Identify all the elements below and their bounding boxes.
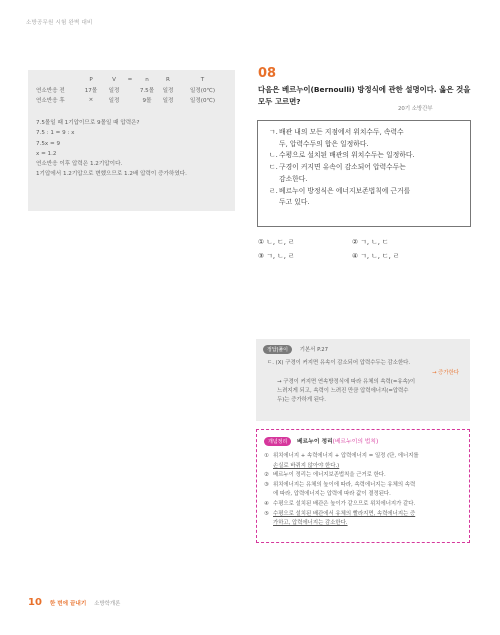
statement-item: [269, 127, 461, 150]
concept-item-line: 가하고, 압력에너지는 감소한다.: [273, 520, 348, 527]
concept-item: [264, 510, 462, 529]
concept-items: [264, 452, 462, 529]
concept-item: [264, 471, 462, 481]
statement-item: [269, 162, 461, 185]
choice-option[interactable]: ① ㄴ, ㄷ, ㄹ: [258, 238, 295, 246]
answer-correction: → 증가한다: [431, 370, 459, 376]
concept-item-line: 수평으로 설치된 배관에서 유체의 빨라지면, 속력에너지는 증: [273, 510, 416, 517]
page-number: 10: [28, 597, 42, 608]
concept-item-line: 베르누이 정리는 에너지보존법칙을 근거로 한다.: [273, 472, 386, 479]
table-cell: 9몰: [142, 98, 152, 104]
table-cell: 일정: [108, 88, 120, 94]
statement-marker: ㄷ.: [269, 163, 278, 172]
concept-title: 베르누이 정리(베르누이의 법칙): [297, 439, 379, 445]
running-header: 소방공무원 시험 완벽 대비: [26, 20, 93, 26]
table-cell: [124, 86, 136, 96]
table-header-cell: =: [127, 77, 133, 83]
choice-option[interactable]: ④ ㄱ, ㄴ, ㄷ, ㄹ: [352, 252, 400, 260]
concept-item-number: ③: [264, 481, 269, 488]
concept-item: [264, 500, 462, 510]
calc-line: 7.5x = 9: [36, 140, 61, 147]
answer-line: ㄷ. (X) 구경이 커지면 유속이 감소되어 압력수두는 감소한다.: [267, 360, 411, 366]
table-header-cell: P: [89, 77, 93, 83]
table-cell: 연소반응 후: [36, 98, 65, 104]
choice-row: [258, 235, 478, 249]
question-number: 08: [258, 66, 277, 81]
statement-line: 두고 있다.: [279, 198, 310, 207]
table-row: [36, 86, 227, 96]
statement-marker: ㄹ.: [269, 186, 278, 195]
table-cell: 일정: [162, 98, 174, 104]
answer-badge: 정답|풀이: [263, 345, 292, 354]
concept-item-line: 위치에너지는 유체의 높이에 따라, 속력에너지는 유체의 속력: [273, 481, 416, 488]
table-cell: [124, 96, 136, 106]
calc-line: 7.5몰일 때 1기압이므로 9몰일 때 압력은?: [36, 120, 140, 126]
statement-line: 두, 압력수두의 합은 일정하다.: [279, 139, 369, 148]
statement-marker: ㄴ.: [269, 151, 278, 160]
table-cell: 일정: [162, 88, 174, 94]
table-cell: 연소반응 전: [36, 88, 65, 94]
concept-summary-box: [256, 429, 470, 543]
statement-line: 구경이 커지면 유속이 감소되어 압력수두는: [279, 163, 406, 172]
calculation-box: [28, 70, 235, 211]
table-cell: ×: [88, 97, 94, 103]
concept-item-line: 수평으로 설치된 배관은 높이가 같으므로 위치에너지가 같다.: [273, 500, 416, 507]
choice-option[interactable]: ③ ㄱ, ㄴ, ㄹ: [258, 252, 295, 260]
answer-reference: 기본서 P.27: [299, 347, 329, 353]
answer-detail: [263, 378, 463, 405]
table-header-row: [36, 77, 227, 86]
answer-detail-line: → 구경이 커지면 연속방정식에 따라 유체의 속력(=유속)이: [277, 379, 416, 385]
table-cell: 7.5몰: [139, 88, 155, 94]
statement-line: 수평으로 설치된 배관의 위치수두는 일정하다.: [279, 151, 415, 160]
concept-item: [264, 481, 462, 500]
calc-line: 1기압에서 1.2기압으로 변했으므로 1.2배 압력이 증가하였다.: [36, 171, 187, 178]
concept-badge: 개념정리: [264, 437, 291, 446]
table-cell: 일정(0℃): [189, 98, 215, 104]
page-footer: [28, 597, 120, 608]
table-cell: 일정: [108, 98, 120, 104]
statement-item: [269, 150, 461, 162]
question-source: 20기 소방간부: [398, 106, 433, 112]
statement-item: [269, 186, 461, 209]
table-header-cell: [36, 77, 78, 86]
footer-subtitle: 소방학개론: [94, 601, 121, 607]
concept-item-line: 손실로 바뀌지 않아야 한다.): [273, 462, 340, 469]
calculation-steps: [36, 118, 227, 180]
answer-explanation-box: [256, 339, 470, 421]
answer-detail-line: 느려지게 되고, 속력이 느려진 만큼 압력에너지(=압력수: [277, 388, 409, 394]
choice-option[interactable]: ② ㄱ, ㄴ, ㄷ: [352, 238, 389, 246]
concept-item-number: ④: [264, 500, 269, 507]
pv-nrt-table: [36, 77, 227, 106]
calc-line: 연소반응 이후 압력은 1.2기압이다.: [36, 161, 123, 168]
concept-item-line: 에 따라, 압력에너지는 압력에 따라 값이 결정된다.: [273, 491, 391, 498]
statement-line: 감소한다.: [279, 174, 308, 183]
concept-item-line: 위치에너지 + 속력에너지 + 압력에너지 = 일정 (단, 에너지를: [273, 453, 419, 459]
calc-line: 7.5 : 1 = 9 : x: [36, 130, 75, 137]
footer-title: 한 번에 끝내기: [49, 601, 87, 607]
statement-line: 배관 내의 모든 지점에서 위치수두, 속력수: [279, 128, 404, 136]
concept-item-number: ②: [264, 472, 269, 479]
question-text: 다음은 베르누이(Bernoulli) 방정식에 관한 설명이다. 옳은 것을 모두 고르면?: [258, 85, 471, 106]
statements-box: [257, 120, 471, 227]
table-header-cell: T: [200, 77, 205, 83]
concept-item-number: ⑤: [264, 510, 269, 517]
answer-choices: [258, 235, 478, 263]
concept-item-number: ①: [264, 453, 269, 459]
table-header-cell: R: [166, 77, 170, 83]
table-header-cell: n: [145, 77, 149, 83]
calc-line: x = 1.2: [36, 150, 57, 157]
table-header-cell: V: [112, 77, 116, 83]
statement-line: 베르누이 방정식은 에너지보존법칙에 근거를: [279, 186, 411, 195]
choice-row: [258, 249, 478, 263]
table-cell: 일정(0℃): [189, 88, 215, 94]
answer-detail-line: 두)는 증가하게 된다.: [277, 397, 326, 403]
concept-item: [264, 452, 462, 471]
concept-title-sub: (베르누이의 법칙): [332, 439, 379, 445]
statement-marker: ㄱ.: [269, 128, 278, 136]
table-row: [36, 96, 227, 106]
table-cell: 17몰: [84, 88, 98, 94]
